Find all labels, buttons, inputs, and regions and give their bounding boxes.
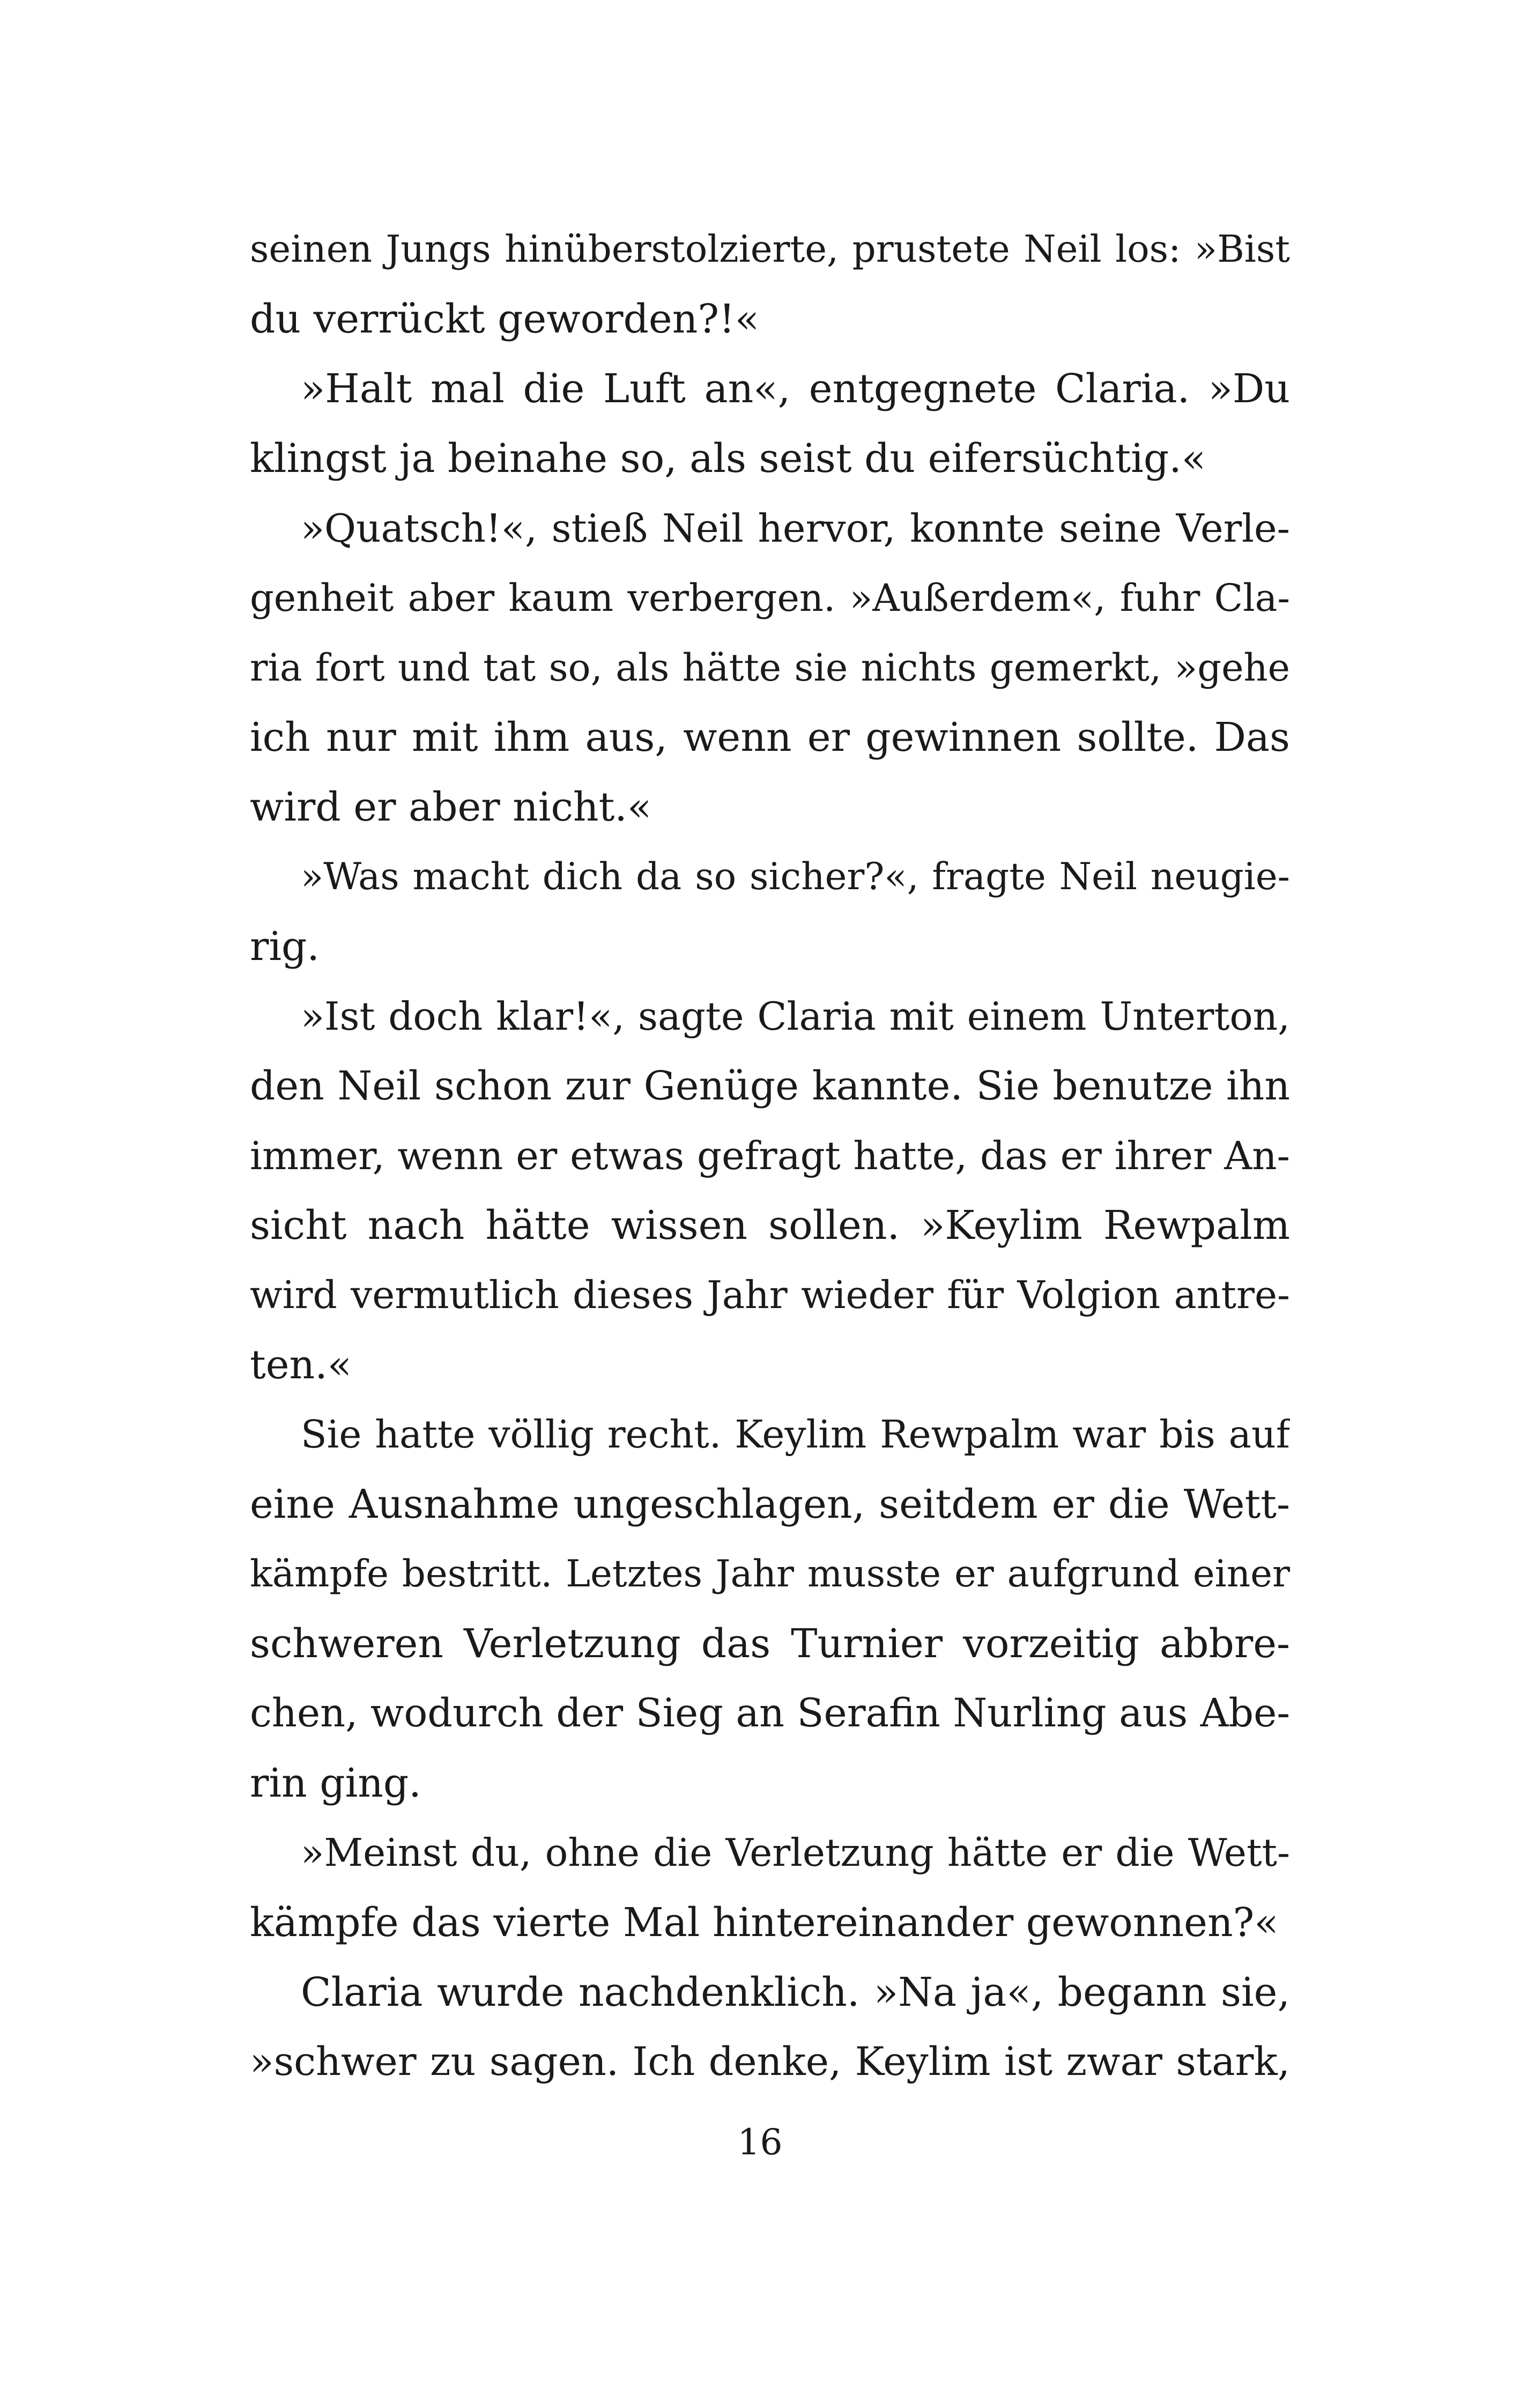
text-line: »Quatsch!«, stieß Neil hervor, konnte seine Verle- <box>301 506 1290 551</box>
text-line: »Ist doch klar!«, sagte Claria mit einem Unterton, <box>301 994 1290 1039</box>
text-line: wird vermutlich dieses Jahr wieder für Volgion antre- <box>250 1273 1290 1317</box>
text-line: ria fort und tat so, als hätte sie nichts gemerkt, »gehe <box>250 646 1290 690</box>
text-line: seinen Jungs hinüberstolzierte, prustete Neil los: »Bist <box>250 228 1290 271</box>
text-line: Sie hatte völlig recht. Keylim Rewpalm war bis auf <box>301 1412 1290 1457</box>
text-line: du verrückt geworden?!« <box>250 296 760 342</box>
text-line: chen, wodurch der Sieg an Serafin Nurling aus Abe- <box>250 1690 1290 1736</box>
text-line: kämpfe das vierte Mal hintereinander gewonnen?« <box>250 1900 1279 1946</box>
text-line: klingst ja beinahe so, als seist du eifersüchtig.« <box>250 435 1206 482</box>
text-line: »schwer zu sagen. Ich denke, Keylim ist zwar stark, <box>250 2039 1290 2085</box>
text-line: eine Ausnahme ungeschlagen, seitdem er die Wett- <box>250 1481 1290 1527</box>
text-line: ten.« <box>250 1342 352 1388</box>
text-line: rin ging. <box>250 1760 421 1806</box>
text-line: »Halt mal die Luft an«, entgegnete Claria. »Du <box>301 366 1290 412</box>
body-text <box>250 215 1290 2097</box>
text-line: sicht nach hätte wissen sollen. »Keylim Rewpalm <box>250 1202 1290 1249</box>
text-line: genheit aber kaum verbergen. »Außerdem«, fuhr Cla- <box>250 576 1290 620</box>
page-number: 16 <box>737 2122 783 2163</box>
text-line: »Was macht dich da so sicher?«, fragte Neil neugie- <box>301 855 1290 898</box>
text-line: kämpfe bestritt. Letztes Jahr musste er aufgrund einer <box>250 1553 1290 1596</box>
text-line: schweren Verletzung das Turnier vorzeitig abbre- <box>250 1621 1290 1667</box>
text-line: rig. <box>250 924 320 970</box>
text-line: den Neil schon zur Genüge kannte. Sie benutze ihn <box>250 1063 1290 1109</box>
text-line: Claria wurde nachdenklich. »Na ja«, begann sie, <box>301 1969 1290 2015</box>
text-line: »Meinst du, ohne die Verletzung hätte er die Wett- <box>301 1830 1290 1875</box>
text-line: wird er aber nicht.« <box>250 784 652 830</box>
text-line: ich nur mit ihm aus, wenn er gewinnen sollte. Das <box>250 714 1290 760</box>
text-line: immer, wenn er etwas gefragt hatte, das er ihrer An- <box>250 1133 1290 1178</box>
